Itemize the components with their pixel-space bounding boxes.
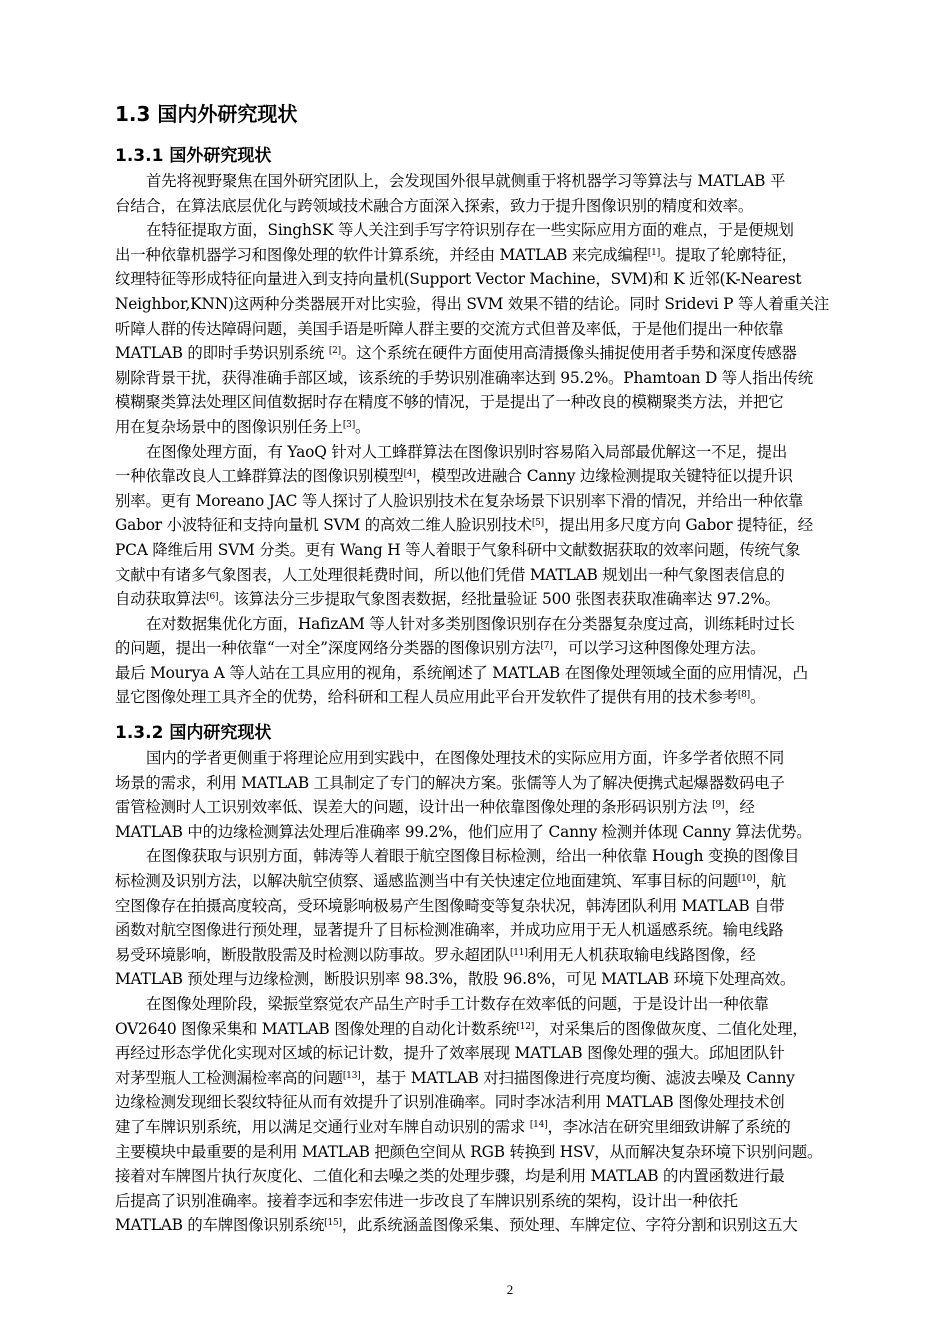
line-text: 别率。更有 Moreano JAC 等人探讨了人脸识别技术在复杂场景下识别率下滑的情况，并给出一种依靠 [115,491,804,510]
citation-ref: [2] [328,346,341,357]
text-line [115,918,871,943]
citation-ref: [14] [529,1119,548,1130]
line-text: 显它图像处理工具齐全的优势，给科研和工程人员应用此平台开发软件了提供有用的技术参考 [115,688,738,707]
line-text-tail: ，基于 MATLAB 对扫描图像进行亮度均衡、滤波去噪及 Canny [360,1068,795,1087]
line-text: 剔除背景干扰，获得准确手部区域，该系统的手势识别准确率达到 95.2%。Phamtoan D 等人指出传统 [115,368,813,387]
text-line [115,243,871,268]
line-text: 易受环境影响，断股散股需及时检测以防事故。罗永超团队 [115,945,510,964]
page-number: 2 [506,1282,514,1297]
text-line [115,894,871,919]
subsection-title-foreign: 1.3.1 国外研究现状 [115,146,272,166]
citation-ref: [10] [737,873,756,884]
text-line [115,661,871,686]
line-text-tail: ，对采集后的图像做灰度、二值化处理， [534,1019,808,1038]
line-text-tail: ，李冰洁在研究里细致讲解了系统的 [547,1117,791,1136]
text-line [115,1189,871,1214]
text-line [115,1066,871,1091]
text-line [115,440,871,465]
line-text: 出一种依靠机器学习和图像处理的软件计算系统，并经由 MATLAB 来完成编程 [115,245,648,264]
line-text-tail: ，可以学习这种图像处理方法。 [552,639,766,658]
line-text: 在对数据集优化方面，HafizAM 等人针对多类别图像识别存在分类器复杂度过高，训练耗时过长 [146,614,795,633]
text-line [115,538,871,563]
line-text: 在图像处理阶段，梁振堂察觉农产品生产时手工计数存在效率低的问题，于是设计出一种依靠 [146,994,769,1013]
text-line [115,415,871,440]
line-text: 在特征提取方面，SinghSK 等人关注到手写字符识别存在一些实际应用方面的难点，于是便规划 [146,221,794,240]
line-text-tail: 。 [355,417,371,436]
text-line [115,943,871,968]
line-text: MATLAB 中的边缘检测算法处理后准确率 99.2%，他们应用了 Canny 检测并体现 Canny 算法优势。 [115,822,812,841]
line-text: 模糊聚类算法处理区间值数据时存在精度不够的情况，于是提出了一种改良的模糊聚类方法，并把它 [115,393,784,412]
line-text: 主要模块中最重要的是利用 MATLAB 把颜色空间从 RGB 转换到 HSV，从而解决复杂环境下识别问题。 [115,1142,823,1161]
section-body-foreign [115,169,871,710]
text-line [115,563,871,588]
citation-ref: [11] [509,947,528,958]
line-text: 场景的需求，利用 MATLAB 工具制定了专门的解决方案。张儒等人为了解决便携式起爆器数码电子 [115,773,785,792]
line-text: 后提高了识别准确率。接着李远和李宏伟进一步改良了车牌识别系统的架构，设计出一种依托 [115,1191,738,1210]
text-line [115,746,871,771]
line-text: 一种依靠改良人工蜂群算法的图像识别模型 [115,467,404,486]
text-line [115,636,871,661]
line-text: 雷管检测时人工识别效率低、误差大的问题，设计出一种依靠图像处理的条形码识别方法 [115,798,713,817]
text-line [115,992,871,1017]
line-text-tail: 。 [749,688,766,707]
line-text: 首先将视野聚焦在国外研究团队上，会发现国外很早就侧重于将机器学习等算法与 MATLAB 平 [146,172,786,190]
citation-ref: [7] [540,641,553,652]
text-line [115,1213,871,1238]
citation-ref: [8] [737,690,750,701]
text-line [115,292,871,317]
line-text: 听障人群的传达障碍问题，美国手语是听障人群主要的交流方式但普及率低，于是他们提出一种依靠 [115,319,784,338]
section-heading: 1.3 国内外研究现状 [115,102,298,126]
text-line [115,820,871,845]
text-line [115,1164,871,1189]
line-text: OV2640 图像采集和 MATLAB 图像处理的自动化计数系统 [115,1019,517,1038]
text-line [115,1140,871,1165]
line-text: 函数对航空图像进行预处理，显著提升了目标检测准确率，并成功应用于无人机遥感系统。输电线路 [115,921,784,940]
section-body-domestic [115,746,871,1238]
text-line [115,1041,871,1066]
text-line [115,464,871,489]
text-line [115,869,871,894]
text-line [115,844,871,869]
citation-ref: [15] [324,1218,342,1229]
text-line [115,267,871,292]
line-text: 边缘检测发现细长裂纹特征从而有效提升了识别准确率。同时李冰洁利用 MATLAB 图像处理技术创 [115,1093,785,1112]
line-text-tail: 利用无人机获取输电线路图像，经 [527,945,756,964]
line-text: 台结合，在算法底层优化与跨领域技术融合方面深入探索，致力于提升图像识别的精度和效率。 [115,196,754,215]
subsection-title-domestic: 1.3.2 国内研究现状 [115,723,272,743]
line-text: 自动获取算法 [115,590,207,609]
citation-ref: [12] [516,1021,535,1032]
citation-ref: [5] [531,518,544,529]
citation-ref: [4] [403,469,416,480]
line-text-tail: ，提出用多尺度方向 Gabor 提特征，经 [544,516,813,535]
citation-ref: [1] [647,247,661,258]
citation-ref: [13] [342,1070,361,1081]
line-text: 再经过形态学优化实现对区域的标记计数，提升了效率展现 MATLAB 图像处理的强大。邱旭团队针 [115,1044,785,1063]
line-text: 对茅型瓶人工检测漏检率高的问题 [115,1068,343,1087]
line-text: 在图像获取与识别方面，韩涛等人着眼于航空图像目标检测，给出一种依靠 Hough 变换的图像目 [146,847,800,866]
line-text-tail: ，经 [724,798,755,817]
line-text: 空图像存在拍摄高度较高，受环境影响极易产生图像畸变等复杂状况，韩涛团队利用 MATLAB 自带 [115,896,785,915]
text-line [115,1115,871,1140]
line-text-tail: ，航 [755,871,786,890]
text-line [115,366,871,391]
text-line [115,685,871,710]
line-text: MATLAB 的即时手势识别系统 [115,344,329,363]
text-line [115,390,871,415]
text-line [115,1090,871,1115]
text-line [115,1017,871,1042]
line-text: 在图像处理方面，有 YaoQ 针对人工蜂群算法在图像识别时容易陷入局部最优解这一不足，提出 [146,442,788,461]
text-line [115,967,871,992]
text-line [115,489,871,514]
text-line [115,587,871,612]
line-text-tail: 。这个系统在硬件方面使用高清摄像头捕捉使用者手势和深度传感器 [341,344,797,363]
text-line [115,513,871,538]
line-text: 建了车牌识别系统，用以满足交通行业对车牌自动识别的需求 [115,1117,530,1136]
citation-ref: [3] [342,419,356,430]
citation-ref: [6] [206,592,219,603]
line-text-tail: 。该算法分三步提取气象图表数据，经批量验证 500 张图表获取准确率达 97.2%。 [218,590,780,609]
line-text: 标检测及识别方法，以解决航空侦察、遥感监测当中有关快速定位地面建筑、军事目标的问题 [115,871,738,890]
line-text: Gabor 小波特征和支持向量机 SVM 的高效二维人脸识别技术 [115,516,532,535]
line-text: 的问题，提出一种依靠“一对全”深度网络分类器的图像识别方法 [115,639,541,658]
text-line [115,194,871,219]
line-text: 用在复杂场景中的图像识别任务上 [115,417,343,436]
line-text: 最后 Mourya A 等人站在工具应用的视角，系统阐述了 MATLAB 在图像处理领域全面的应用情况，凸 [115,663,808,682]
text-line [115,341,871,366]
line-text: PCA 降维后用 SVM 分类。更有 Wang H 等人着眼于气象科研中文献数据获取的效率问题，传统气象 [115,540,801,559]
line-text: MATLAB 的车牌图像识别系统 [115,1216,325,1235]
section-foreign [115,144,871,710]
line-text-tail: ，模型改进融合 Canny 边缘检测提取关键特征以提升识 [415,467,793,486]
line-text-tail: ，此系统涵盖图像采集、预处理、车牌定位、字符分割和识别这五大 [341,1216,798,1235]
line-text: 文献中有诸多气象图表，人工处理很耗费时间，所以他们凭借 MATLAB 规划出一种气象图表信息的 [115,565,785,584]
text-line [115,169,871,194]
text-line [115,317,871,342]
text-line [115,218,871,243]
text-line [115,771,871,796]
citation-ref: [9] [712,800,725,811]
line-text: 国内的学者更侧重于将理论应用到实践中，在图像处理技术的实际应用方面，许多学者依照不同 [146,749,785,767]
line-text: 纹理特征等形成特征向量进入到支持向量机(Support Vector Machine，SVM)和 K 近邻(K-Nearest [115,270,802,289]
line-text-tail: 。提取了轮廓特征， [660,245,797,264]
text-line [115,795,871,820]
text-line [115,612,871,637]
line-text: Neighbor,KNN)这两种分类器展开对比实验，得出 SVM 效果不错的结论。同时 Sridevi P 等人着重关注 [115,294,830,313]
section-domestic [115,721,871,1238]
line-text: MATLAB 预处理与边缘检测，断股识别率 98.3%，散股 96.8%，可见 MATLAB 环境下处理高效。 [115,970,796,989]
line-text: 接着对车牌图片执行灰度化、二值化和去噪之类的处理步骤，均是利用 MATLAB 的内置函数进行最 [115,1167,785,1186]
